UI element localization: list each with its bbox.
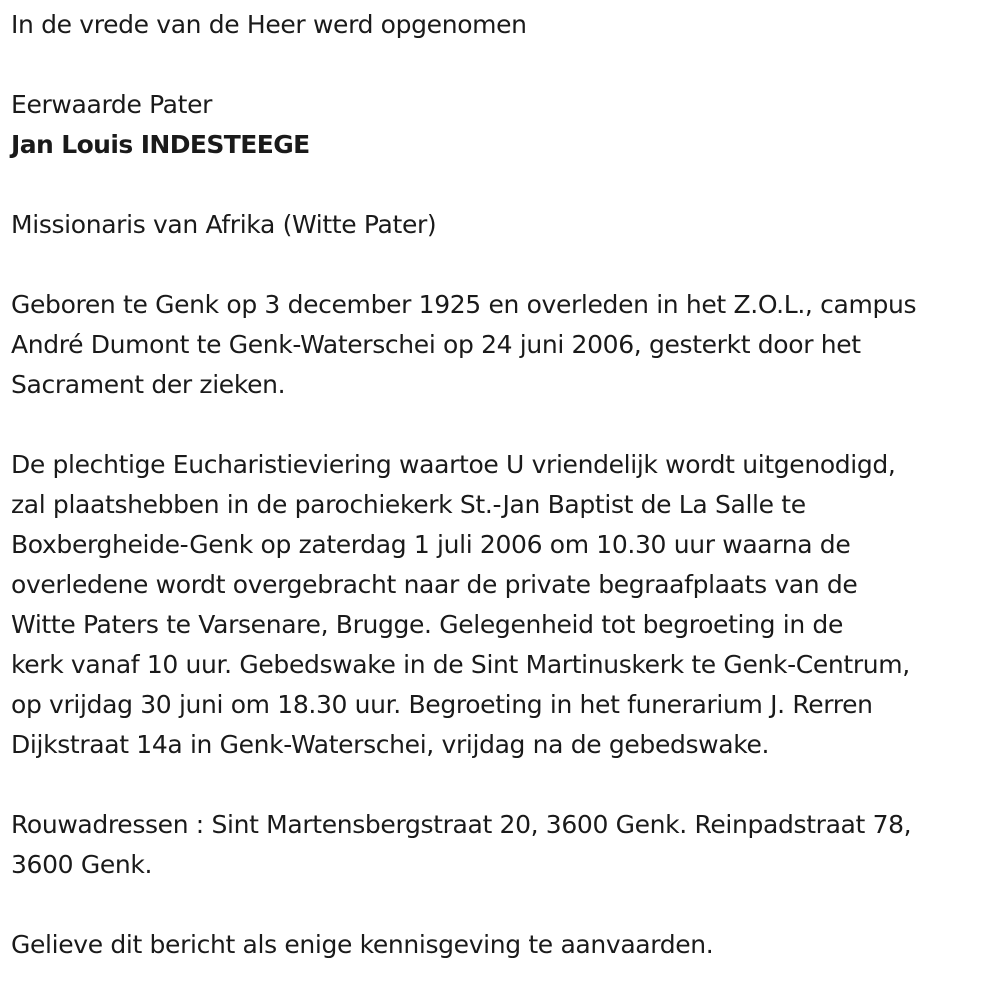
paragraph-line: Sacrament der zieken. [11, 370, 286, 399]
spacer [11, 405, 993, 445]
paragraph-line: op vrijdag 30 juni om 18.30 uur. Begroeting in het funerarium J. Rerren [11, 690, 873, 719]
paragraph-line: overledene wordt overgebracht naar de private begraafplaats van de [11, 570, 858, 599]
order-line: Missionaris van Afrika (Witte Pater) [11, 210, 437, 239]
paragraph-line: kerk vanaf 10 uur. Gebedswake in de Sint Martinuskerk te Genk-Centrum, [11, 650, 910, 679]
deceased-name: Jan Louis INDESTEEGE [11, 130, 310, 159]
spacer [11, 765, 993, 805]
intro-line: In de vrede van de Heer werd opgenomen [11, 10, 527, 39]
paragraph-line: Boxbergheide-Genk op zaterdag 1 juli 2006 om 10.30 uur waarna de [11, 530, 851, 559]
honorific: Eerwaarde Pater [11, 90, 213, 119]
paragraph-line: Geboren te Genk op 3 december 1925 en overleden in het Z.O.L., campus [11, 290, 917, 319]
paragraph-line: Witte Paters te Varsenare, Brugge. Gelegenheid tot begroeting in de [11, 610, 843, 639]
addresses-paragraph [11, 805, 993, 885]
death-notice [11, 5, 993, 965]
ceremony-paragraph [11, 445, 993, 765]
closing-line: Gelieve dit bericht als enige kennisgeving te aanvaarden. [11, 930, 714, 959]
birth-death-paragraph [11, 285, 993, 405]
paragraph-line: André Dumont te Genk-Waterschei op 24 juni 2006, gesterkt door het [11, 330, 861, 359]
spacer [11, 45, 993, 85]
paragraph-line: De plechtige Eucharistieviering waartoe U vriendelijk wordt uitgenodigd, [11, 450, 896, 479]
spacer [11, 885, 993, 925]
paragraph-line: zal plaatshebben in de parochiekerk St.-Jan Baptist de La Salle te [11, 490, 806, 519]
paragraph-line: 3600 Genk. [11, 850, 153, 879]
paragraph-line: Dijkstraat 14a in Genk-Waterschei, vrijdag na de gebedswake. [11, 730, 770, 759]
spacer [11, 165, 993, 205]
paragraph-line: Rouwadressen : Sint Martensbergstraat 20, 3600 Genk. Reinpadstraat 78, [11, 810, 912, 839]
spacer [11, 245, 993, 285]
